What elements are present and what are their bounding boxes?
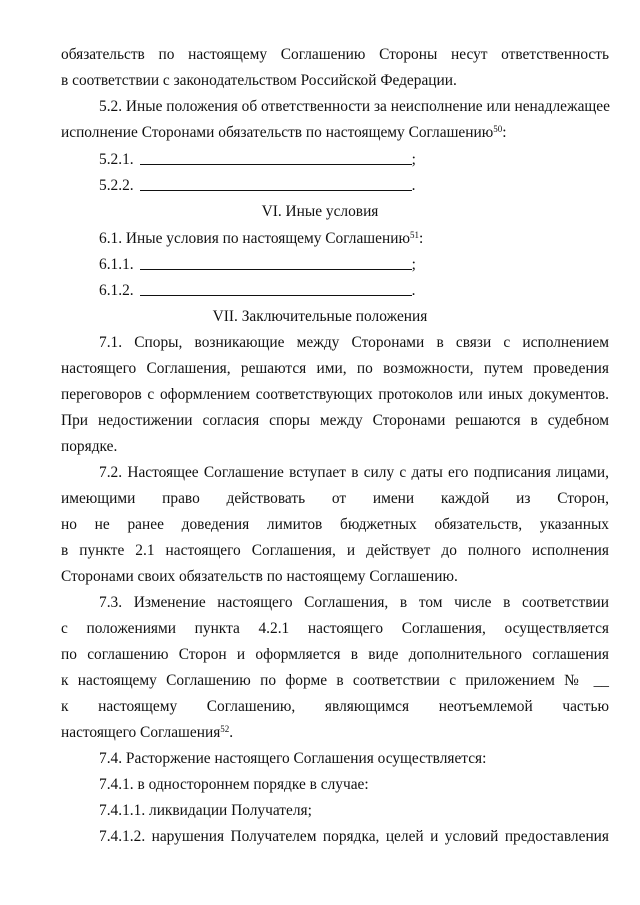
footnote-ref: 50 <box>493 123 503 134</box>
text-line: переговоров с оформлением соответствующих протоколов или иных документов. <box>61 386 609 403</box>
section-heading: VI. Иные условия <box>261 203 379 220</box>
text-line <box>99 228 640 250</box>
text-line: 7.4. Расторжение настоящего Соглашения осуществляется: <box>99 750 487 767</box>
punct: . <box>411 282 416 299</box>
punct: . <box>229 724 234 741</box>
text-line: 7.2. Настоящее Соглашение вступает в силу с даты его подписания лицами, <box>99 464 609 481</box>
blank-line-item <box>99 280 640 302</box>
footnote-ref: 52 <box>220 723 230 734</box>
blank-line-item <box>99 254 640 276</box>
item-number: 6.1.2. <box>99 282 134 299</box>
footnote-ref: 51 <box>409 229 419 240</box>
text-line: настоящего Соглашения, решаются ими, по возможности, путем проведения <box>61 360 609 377</box>
text-line: Сторонами своих обязательств по настоящему Соглашению. <box>61 568 458 585</box>
fill-in-blank <box>140 255 412 270</box>
blank-line-item <box>99 175 640 197</box>
text-line: к настоящему Соглашению по форме в соответствии с приложением № __ <box>61 672 609 689</box>
text-line <box>61 722 609 744</box>
text: исполнение Сторонами обязательств по настоящему Соглашению <box>61 124 494 141</box>
text-line: порядке. <box>61 438 118 455</box>
blank-line-item <box>99 149 640 171</box>
text-line: 7.1. Споры, возникающие между Сторонами в связи с исполнением <box>99 334 609 351</box>
text-line: обязательств по настоящему Соглашению Стороны несут ответственность <box>61 46 609 63</box>
text-line: с положениями пункта 4.2.1 настоящего Соглашения, осуществляется <box>61 620 609 637</box>
item-number: 6.1.1. <box>99 256 134 273</box>
punct: ; <box>411 256 416 273</box>
fill-in-blank <box>140 281 412 296</box>
punct: : <box>418 230 424 247</box>
text-line: 7.4.1. в одностороннем порядке в случае: <box>99 776 369 793</box>
punct: . <box>411 177 416 194</box>
punct: : <box>502 124 507 141</box>
text-line: При недостижении согласия споры между Сторонами решаются в судебном <box>61 412 609 429</box>
fill-in-blank <box>140 150 412 165</box>
text-line: имеющими право действовать от имени каждой из Сторон, <box>61 490 609 507</box>
section-heading: VII. Заключительные положения <box>212 308 428 325</box>
punct: ; <box>411 151 416 168</box>
text-line: к настоящему Соглашению, являющимся неотъемлемой частью <box>61 698 609 715</box>
text-line: 5.2. Иные положения об ответственности за неисполнение или ненадлежащее <box>99 98 610 115</box>
fill-in-blank <box>140 176 412 191</box>
text-line: 7.4.1.2. нарушения Получателем порядка, целей и условий предоставления <box>99 828 609 845</box>
item-number: 5.2.2. <box>99 177 134 194</box>
item-number: 5.2.1. <box>99 151 134 168</box>
text-line: в соответствии с законодательством Российской Федерации. <box>61 72 457 89</box>
text-line: но не ранее доведения лимитов бюджетных обязательств, указанных <box>61 516 609 533</box>
text-line: 7.4.1.1. ликвидации Получателя; <box>99 802 312 819</box>
text-line: по соглашению Сторон и оформляется в виде дополнительного соглашения <box>61 646 609 663</box>
text-line: в пункте 2.1 настоящего Соглашения, и действует до полного исполнения <box>61 542 609 559</box>
text: настоящего Соглашения <box>61 724 221 741</box>
text-line <box>61 122 609 144</box>
text: 6.1. Иные условия по настоящему Соглашению <box>99 230 410 247</box>
text-line: 7.3. Изменение настоящего Соглашения, в том числе в соответствии <box>99 594 609 611</box>
